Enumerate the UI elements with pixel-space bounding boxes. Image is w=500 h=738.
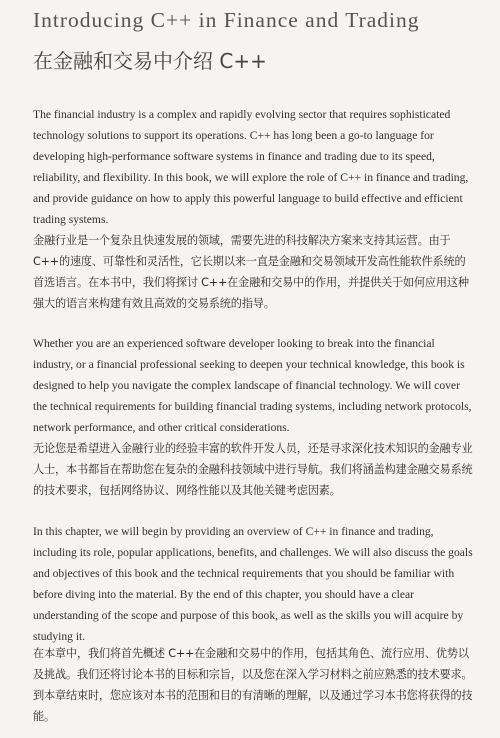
paragraph-3-english: In this chapter, we will begin by providing an overview of C++ in finance and trading, including its role, popular applications, benefits, and challenges. We will also discuss the goals and objectives of this book and the technical requirements that you should be familiar with before diving into the material. By the end of this chapter, you should have a clear understanding of the scope and purpose of this book, as well as the skills you will acquire by studying it. — [33, 525, 473, 643]
paragraph-1-chinese: 金融行业是一个复杂且快速发展的领域，需要先进的科技解决方案来支持其运营。由于C++的速度、可靠性和灵活性，它长期以来一直是金融和交易领域开发高性能软件系统的首选语言。在本书中，我们将探讨 C++在金融和交易中的作用，并提供关于如何应用这种强大的语言来构建有效且高效的交易系统的指导。 — [33, 234, 469, 310]
paragraph-3-chinese: 在本章中，我们将首先概述 C++在金融和交易中的作用，包括其角色、流行应用、优势以及挑战。我们还将讨论本书的目标和宗旨，以及您在深入学习材料之前应熟悉的技术要求。到本章结束时，您应该对本书的范围和目的有清晰的理解，以及通过学习本书您将获得的技能。 — [33, 647, 473, 723]
page-title-chinese: 在金融和交易中介绍 C++ — [33, 49, 267, 73]
paragraph-2-chinese: 无论您是希望进入金融行业的经验丰富的软件开发人员，还是寻求深化技术知识的金融专业人士，本书都旨在帮助您在复杂的金融科技领域中进行导航。我们将涵盖构建金融交易系统的技术要求，包括网络协议、网络性能以及其他关键考虑因素。 — [33, 442, 473, 497]
paragraph-1-english: The financial industry is a complex and rapidly evolving sector that requires sophisticated technology solutions to support its operations. C++ has long been a go-to language for developing high-performance software systems in finance and trading due to its speed, reliability, and flexibility. In this book, we will explore the role of C++ in finance and trading, and provide guidance on how to apply this powerful language to build effective and efficient trading systems. — [33, 108, 469, 226]
paragraph-2-english: Whether you are an experienced software developer looking to break into the financial industry, or a financial professional seeking to deepen your technical knowledge, this book is designed to help you navigate the complex landscape of financial technology. We will cover the technical requirements for building financial trading systems, including network protocols, network performance, and other critical considerations. — [33, 337, 472, 434]
page-title-english: Introducing C++ in Finance and Trading — [33, 8, 420, 32]
